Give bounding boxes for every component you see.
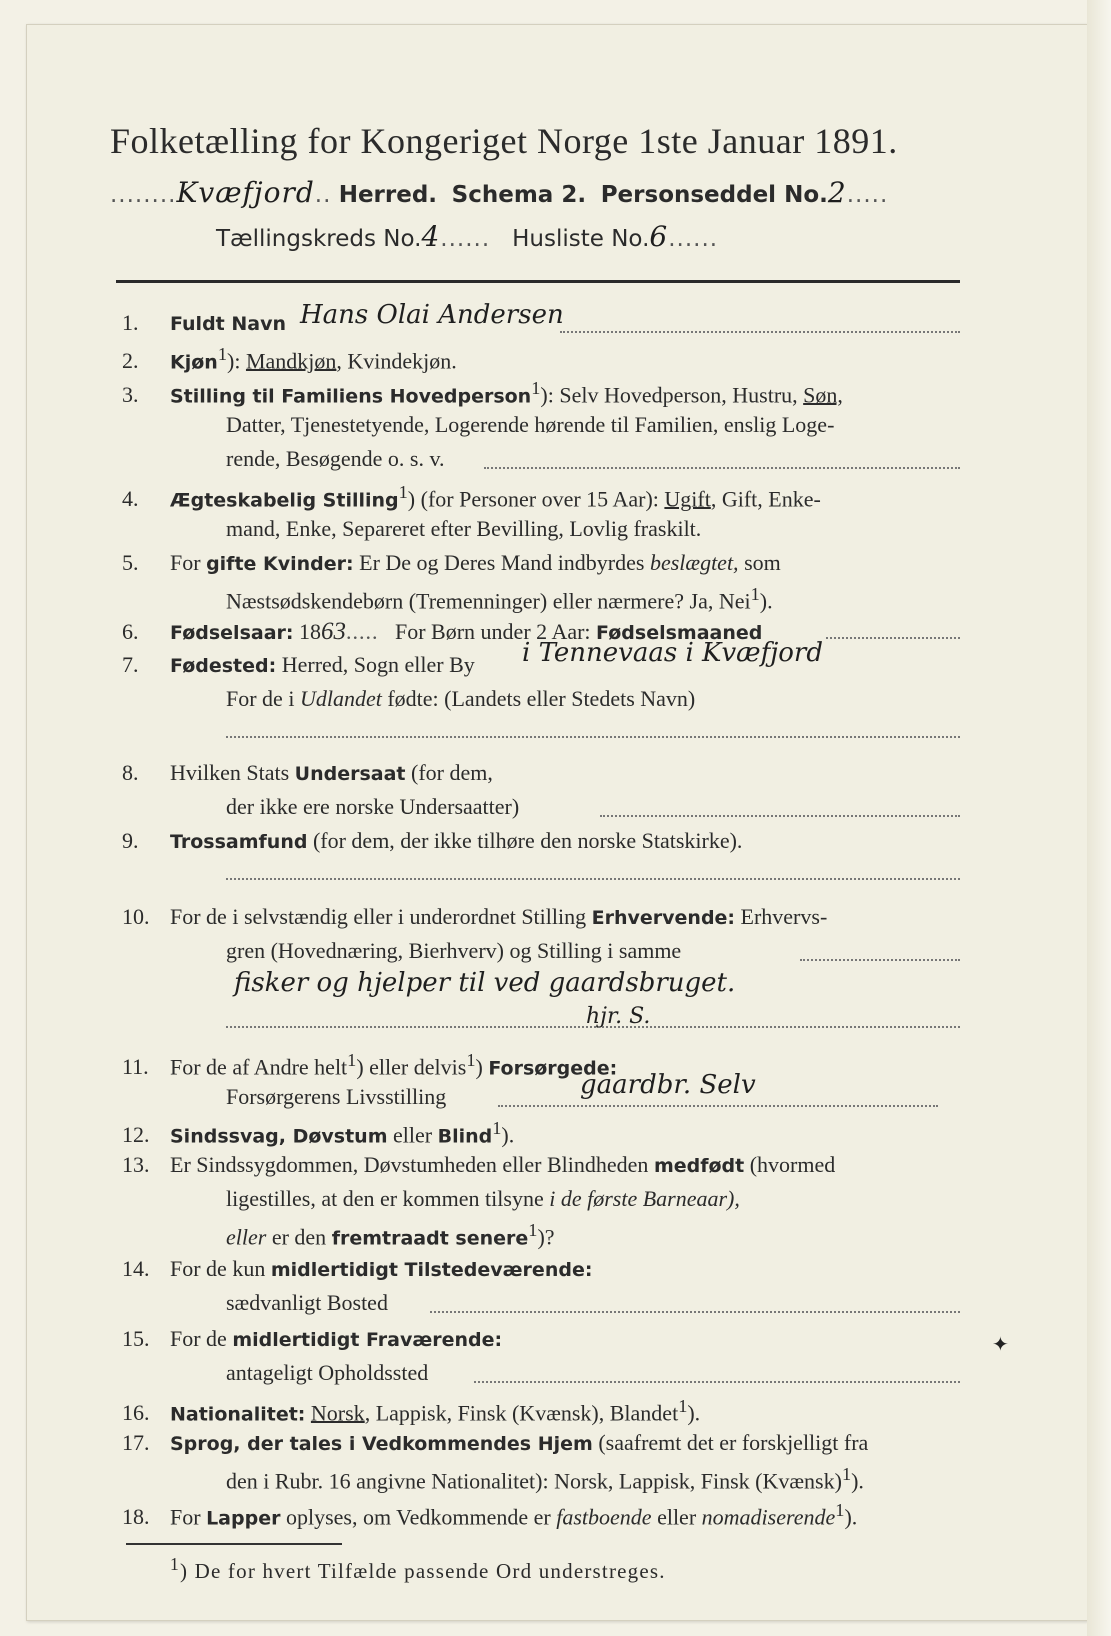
- taellingskreds-value: 4: [421, 220, 441, 253]
- item-7: 7. Fødested: Herred, Sogn eller By: [122, 652, 475, 677]
- taellingskreds-label: Tællingskreds No.: [216, 226, 422, 252]
- footnote-rule: [126, 1543, 342, 1545]
- header-line-2: Tællingskreds No.4...... Husliste No.6......: [216, 220, 719, 253]
- item-1: 1. Fuldt Navn: [122, 310, 287, 335]
- item-11: 11. For de af Andre helt$^1$) eller delvis$^1$) Forsørgede:: [122, 1050, 618, 1080]
- schema-label: Schema 2.: [451, 182, 587, 208]
- item-2: 2. Kjøn$^1$): Mandkjøn, Kvindekjøn.: [122, 344, 457, 374]
- herred-value: Kvæfjord: [176, 176, 315, 209]
- nationality-selected: Norsk: [310, 1400, 365, 1426]
- item-13: 13. Er Sindssygdommen, Døvstumheden eller Blindheden medfødt (hvormed: [122, 1152, 836, 1177]
- footnote: $^1$) De for hvert Tilfælde passende Ord understreges.: [170, 1554, 666, 1583]
- scan-edge: [1087, 0, 1111, 1636]
- marital-selected: Ugift: [664, 486, 711, 512]
- full-name-value: Hans Olai Andersen: [300, 300, 564, 330]
- item-16: 16. Nationalitet: Norsk, Lappisk, Finsk (Kvænsk), Blandet$^1$).: [122, 1396, 701, 1426]
- full-name-label: Fuldt Navn: [170, 313, 287, 335]
- item-14: 14. For de kun midlertidigt Tilstedeværende:: [122, 1256, 593, 1281]
- position-selected: Søn,: [803, 382, 843, 408]
- sex-selected: Mandkjøn: [245, 348, 337, 374]
- item-4: 4. Ægteskabelig Stilling$^1$) (for Personer over 15 Aar): Ugift, Gift, Enke-: [122, 482, 821, 512]
- header-line-1: ........Kvæfjord.. Herred. Schema 2. Personseddel No.2.....: [110, 176, 889, 209]
- birth-year-value: 63: [321, 618, 346, 645]
- item-9: 9. Trossamfund (for dem, der ikke tilhøre den norske Statskirke).: [122, 828, 743, 853]
- occupation-value-2: hjr. S.: [586, 1004, 651, 1029]
- item-18: 18. For Lapper oplyses, om Vedkommende er fastboende eller nomadiserende$^1$).: [122, 1500, 858, 1530]
- herred-label: Herred.: [338, 182, 438, 208]
- husliste-value: 6: [649, 220, 669, 253]
- ink-mark: ✦: [992, 1332, 1009, 1356]
- item-10: 10. For de i selvstændig eller i underordnet Stilling Erhvervende: Erhvervs-: [122, 904, 828, 929]
- husliste-label: Husliste No.: [512, 226, 650, 252]
- item-5: 5. For gifte Kvinder: Er De og Deres Mand indbyrdes beslægtet, som: [122, 550, 781, 575]
- item-3: 3. Stilling til Familiens Hovedperson$^1$): Selv Hovedperson, Hustru, Søn,: [122, 378, 843, 408]
- occupation-value: fisker og hjelper til ved gaardsbruget.: [234, 968, 736, 998]
- item-8: 8. Hvilken Stats Undersaat (for dem,: [122, 760, 493, 785]
- birthplace-value: i Tennevaas i Kvæfjord: [522, 638, 824, 668]
- item-17: 17. Sprog, der tales i Vedkommendes Hjem (saafremt det er forskjelligt fra: [122, 1430, 869, 1455]
- form-title: Folketælling for Kongeriget Norge 1ste Januar 1891.: [110, 121, 898, 161]
- header-rule: [116, 280, 960, 283]
- item-6: 6. Fødselsaar: 1863..... For Børn under 2 Aar: Fødselsmaaned: [122, 618, 763, 645]
- personseddel-label: Personseddel No.: [600, 182, 828, 208]
- personseddel-value: 2: [827, 176, 847, 209]
- provider-value: gaardbr. Selv: [580, 1070, 756, 1100]
- item-12: 12. Sindssvag, Døvstum eller Blind$^1$).: [122, 1118, 515, 1148]
- item-15: 15. For de midlertidigt Fraværende:: [122, 1326, 503, 1351]
